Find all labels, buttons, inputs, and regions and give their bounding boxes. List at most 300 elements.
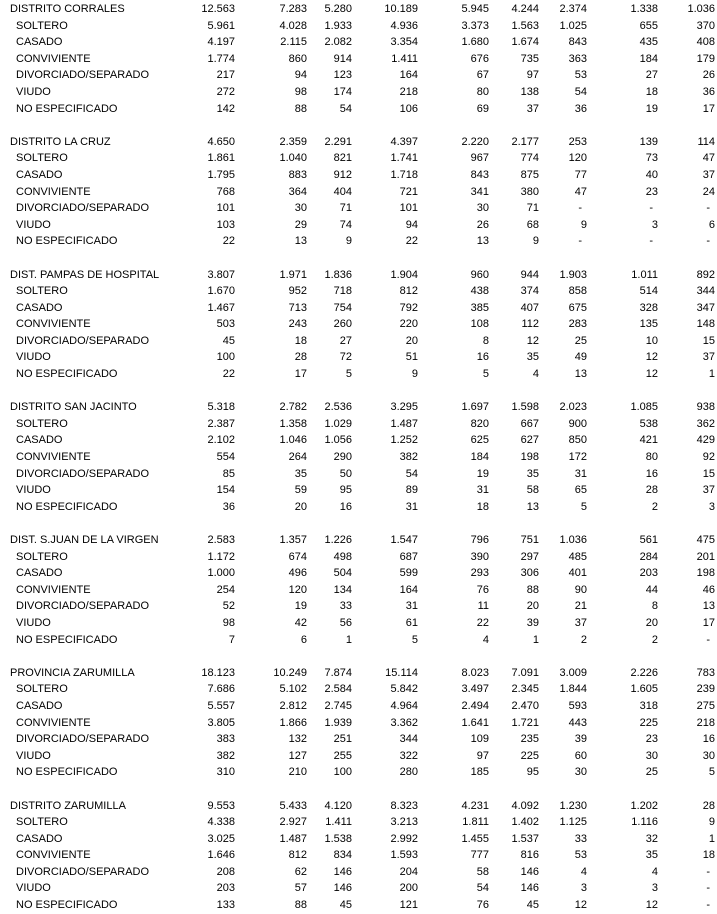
value-cell: 17 — [702, 102, 715, 115]
value-cell: 146 — [520, 865, 539, 878]
status-row — [10, 217, 715, 234]
value-cell: 4 — [532, 368, 539, 381]
value-cell: 76 — [476, 583, 489, 596]
value-cell: 1.125 — [559, 816, 587, 829]
value-cell: 36 — [222, 500, 235, 513]
value-cell: 475 — [696, 534, 715, 546]
value-cell: 4.936 — [390, 19, 418, 32]
value-cell: - — [706, 865, 710, 878]
status-row — [10, 466, 715, 483]
status-row — [10, 598, 715, 615]
value-cell: 30 — [476, 202, 489, 215]
value-cell: 1.116 — [631, 816, 658, 829]
value-cell: 538 — [639, 417, 658, 430]
status-row — [10, 748, 715, 765]
value-cell: 37 — [702, 168, 715, 181]
value-cell: 4.092 — [511, 799, 539, 812]
value-cell: 328 — [639, 301, 658, 314]
value-cell: 20 — [405, 334, 418, 347]
value-cell: 95 — [526, 766, 539, 779]
value-cell: 421 — [639, 434, 658, 447]
spacer-cell — [10, 781, 715, 798]
status-row — [10, 632, 715, 649]
district-label: DIST. PAMPAS DE HOSPITAL — [10, 268, 160, 281]
value-cell: 5.961 — [207, 19, 235, 32]
value-cell: 3.009 — [559, 666, 587, 679]
value-cell: 76 — [476, 899, 489, 912]
status-row — [10, 84, 715, 101]
value-cell: 74 — [339, 218, 352, 231]
status-row — [10, 482, 715, 499]
value-cell: 30 — [702, 749, 715, 762]
value-cell: 306 — [520, 567, 539, 580]
value-cell: 364 — [288, 185, 307, 198]
status-label: CASADO — [16, 699, 63, 712]
value-cell: 3.025 — [207, 832, 235, 845]
value-cell: 18 — [702, 849, 715, 862]
value-cell: 31 — [476, 484, 489, 497]
value-cell: 15.114 — [385, 666, 418, 679]
status-label: VIUDO — [16, 218, 51, 231]
value-cell: 900 — [568, 417, 587, 430]
value-cell: 2.583 — [207, 534, 235, 546]
value-cell: 9 — [708, 816, 715, 829]
status-label: CASADO — [16, 36, 63, 49]
value-cell: 243 — [288, 318, 307, 331]
value-cell: 3.213 — [390, 816, 418, 829]
value-cell: 1.741 — [390, 152, 418, 165]
value-cell: 18 — [645, 85, 658, 98]
value-cell: 101 — [399, 202, 418, 215]
value-cell: 71 — [526, 202, 539, 215]
value-cell: 9 — [345, 235, 352, 248]
value-cell: 1.903 — [559, 268, 587, 281]
value-cell: 1 — [345, 633, 352, 646]
value-cell: 768 — [216, 185, 235, 198]
value-cell: 254 — [216, 583, 235, 596]
value-cell: 62 — [294, 865, 307, 878]
status-row — [10, 681, 715, 698]
value-cell: 31 — [405, 600, 418, 613]
value-cell: 15 — [702, 334, 715, 347]
district-row — [10, 532, 715, 549]
value-cell: 37 — [526, 102, 539, 115]
value-cell: 146 — [520, 882, 539, 895]
value-cell: 174 — [333, 85, 352, 98]
value-cell: 783 — [696, 666, 715, 679]
district-row — [10, 798, 715, 815]
value-cell: 164 — [399, 69, 418, 82]
value-cell: 235 — [520, 733, 539, 746]
value-cell: 2.115 — [280, 36, 307, 49]
value-cell: 12 — [645, 351, 658, 364]
value-cell: 1.971 — [279, 268, 307, 281]
status-label: VIUDO — [16, 882, 51, 895]
value-cell: 892 — [696, 268, 715, 281]
value-cell: 103 — [216, 218, 235, 231]
spacer-cell — [10, 515, 715, 532]
value-cell: 561 — [639, 534, 658, 546]
value-cell: 1.467 — [207, 301, 235, 314]
value-cell: 217 — [216, 69, 235, 82]
value-cell: 1.358 — [279, 417, 307, 430]
value-cell: 54 — [339, 102, 352, 115]
marital-status-by-district-table — [10, 1, 715, 914]
status-row — [10, 184, 715, 201]
value-cell: 820 — [470, 417, 489, 430]
value-cell: 627 — [520, 434, 539, 447]
value-cell: 676 — [470, 52, 489, 65]
value-cell: 382 — [216, 749, 235, 762]
value-cell: 4.964 — [390, 699, 418, 712]
value-cell: 47 — [574, 185, 587, 198]
status-row — [10, 582, 715, 599]
value-cell: 53 — [574, 69, 587, 82]
status-label: DIVORCIADO/SEPARADO — [16, 733, 150, 746]
status-row — [10, 366, 715, 383]
value-cell: 1.487 — [279, 832, 307, 845]
value-cell: 504 — [333, 567, 352, 580]
status-label: SOLTERO — [16, 19, 68, 32]
status-label: SOLTERO — [16, 683, 68, 696]
value-cell: 1.036 — [559, 534, 587, 546]
status-label: CASADO — [16, 301, 63, 314]
value-cell: 2.536 — [324, 401, 352, 414]
value-cell: 952 — [288, 285, 307, 298]
spacer-cell — [10, 648, 715, 665]
district-label: DISTRITO ZARUMILLA — [10, 799, 126, 812]
value-cell: 98 — [222, 616, 235, 629]
value-cell: 11 — [477, 600, 489, 613]
status-label: CONVIVIENTE — [16, 318, 91, 331]
value-cell: 3.295 — [390, 401, 418, 414]
status-row — [10, 316, 715, 333]
value-cell: 69 — [476, 102, 489, 115]
status-row — [10, 814, 715, 831]
value-cell: 834 — [333, 849, 352, 862]
value-cell: 967 — [470, 152, 489, 165]
value-cell: 599 — [399, 567, 418, 580]
value-cell: 944 — [520, 268, 539, 281]
value-cell: 443 — [568, 716, 587, 729]
value-cell: 134 — [333, 583, 352, 596]
value-cell: 275 — [696, 699, 715, 712]
value-cell: 438 — [470, 285, 489, 298]
value-cell: 47 — [702, 152, 715, 165]
value-cell: 380 — [520, 185, 539, 198]
value-cell: 138 — [520, 85, 539, 98]
value-cell: 12 — [574, 899, 587, 912]
value-cell: 374 — [520, 285, 539, 298]
status-label: NO ESPECIFICADO — [16, 102, 118, 115]
value-cell: 24 — [702, 185, 715, 198]
value-cell: 2.220 — [461, 135, 489, 148]
value-cell: 72 — [339, 351, 352, 364]
value-cell: 5.102 — [279, 683, 307, 696]
value-cell: 58 — [526, 484, 539, 497]
value-cell: 94 — [405, 218, 418, 231]
value-cell: 5.318 — [207, 401, 235, 414]
status-label: CASADO — [16, 434, 63, 447]
value-cell: 45 — [526, 899, 539, 912]
value-cell: 1.000 — [207, 567, 235, 580]
value-cell: 1.029 — [324, 417, 352, 430]
value-cell: 1.487 — [390, 417, 418, 430]
value-cell: 255 — [333, 749, 352, 762]
value-cell: 3.805 — [207, 716, 235, 729]
value-cell: 1.202 — [630, 799, 658, 812]
value-cell: 2.291 — [324, 135, 352, 148]
value-cell: 792 — [399, 301, 418, 314]
value-cell: 485 — [568, 550, 587, 563]
value-cell: 496 — [288, 567, 307, 580]
value-cell: 17 — [702, 616, 715, 629]
value-cell: 1.680 — [461, 36, 489, 49]
value-cell: 20 — [294, 500, 307, 513]
value-cell: 12.563 — [201, 3, 235, 15]
value-cell: 514 — [639, 285, 658, 298]
value-cell: 61 — [405, 616, 418, 629]
value-cell: 341 — [470, 185, 489, 198]
value-cell: 32 — [645, 832, 658, 845]
value-cell: 7 — [228, 633, 235, 646]
value-cell: 203 — [216, 882, 235, 895]
status-row — [10, 349, 715, 366]
value-cell: 1.811 — [462, 816, 489, 829]
value-cell: 46 — [702, 583, 715, 596]
value-cell: 1.933 — [324, 19, 352, 32]
value-cell: 35 — [294, 467, 307, 480]
value-cell: 30 — [574, 766, 587, 779]
value-cell: 12 — [645, 899, 658, 912]
value-cell: 10 — [645, 334, 658, 347]
block-spacer — [10, 383, 715, 400]
status-row — [10, 831, 715, 848]
spacer-cell — [10, 250, 715, 267]
value-cell: 16 — [476, 351, 489, 364]
value-cell: 185 — [470, 766, 489, 779]
status-label: SOLTERO — [16, 550, 68, 563]
value-cell: 1.904 — [390, 268, 418, 281]
value-cell: 2.102 — [207, 434, 235, 447]
value-cell: 1 — [708, 368, 715, 381]
value-cell: 225 — [639, 716, 658, 729]
status-row — [10, 67, 715, 84]
value-cell: 8.023 — [461, 666, 489, 679]
value-cell: 1.011 — [631, 268, 658, 281]
value-cell: 106 — [399, 102, 418, 115]
value-cell: 98 — [294, 85, 307, 98]
value-cell: 208 — [216, 865, 235, 878]
value-cell: 18 — [294, 334, 307, 347]
value-cell: 2 — [580, 633, 587, 646]
value-cell: 184 — [470, 451, 489, 464]
value-cell: 6 — [708, 218, 715, 231]
value-cell: 655 — [639, 19, 658, 32]
value-cell: 290 — [333, 451, 352, 464]
value-cell: 13 — [476, 235, 489, 248]
status-row — [10, 101, 715, 118]
value-cell: 146 — [333, 882, 352, 895]
block-spacer — [10, 250, 715, 267]
value-cell: 139 — [639, 135, 658, 148]
district-row — [10, 399, 715, 416]
value-cell: 1.547 — [390, 534, 418, 546]
value-cell: 239 — [696, 683, 715, 696]
value-cell: 12 — [645, 368, 658, 381]
value-cell: 39 — [526, 616, 539, 629]
value-cell: 383 — [216, 733, 235, 746]
status-row — [10, 167, 715, 184]
value-cell: 8 — [482, 334, 489, 347]
value-cell: 25 — [574, 334, 587, 347]
value-cell: - — [706, 633, 710, 646]
status-row — [10, 283, 715, 300]
value-cell: 1.866 — [279, 716, 307, 729]
value-cell: 179 — [696, 52, 715, 65]
value-cell: 3.354 — [390, 36, 418, 49]
value-cell: 1 — [708, 832, 715, 845]
value-cell: 2 — [651, 500, 658, 513]
value-cell: - — [706, 235, 710, 248]
value-cell: 3 — [580, 882, 587, 895]
value-cell: 225 — [520, 749, 539, 762]
value-cell: 204 — [399, 865, 418, 878]
value-cell: 554 — [216, 451, 235, 464]
value-cell: 52 — [222, 600, 235, 613]
value-cell: 883 — [288, 168, 307, 181]
status-row — [10, 847, 715, 864]
value-cell: 35 — [526, 351, 539, 364]
district-row — [10, 665, 715, 682]
district-row — [10, 134, 715, 151]
value-cell: 37 — [702, 351, 715, 364]
value-cell: - — [578, 235, 582, 248]
value-cell: 108 — [470, 318, 489, 331]
status-row — [10, 615, 715, 632]
status-label: VIUDO — [16, 351, 51, 364]
value-cell: 875 — [520, 168, 539, 181]
value-cell: 210 — [288, 766, 307, 779]
value-cell: 77 — [574, 168, 587, 181]
value-cell: 297 — [520, 550, 539, 563]
value-cell: 27 — [339, 334, 352, 347]
value-cell: 120 — [568, 152, 587, 165]
value-cell: 49 — [574, 351, 587, 364]
value-cell: 1.697 — [461, 401, 489, 414]
value-cell: 843 — [470, 168, 489, 181]
value-cell: 135 — [639, 318, 658, 331]
value-cell: 21 — [574, 600, 587, 613]
value-cell: - — [706, 202, 710, 215]
value-cell: 8 — [651, 600, 658, 613]
value-cell: 435 — [639, 36, 658, 49]
status-row — [10, 432, 715, 449]
value-cell: 4.197 — [207, 36, 235, 49]
value-cell: 13 — [702, 600, 715, 613]
value-cell: 40 — [645, 168, 658, 181]
value-cell: 816 — [520, 849, 539, 862]
value-cell: 100 — [333, 766, 352, 779]
value-cell: 7.091 — [511, 666, 539, 679]
value-cell: 94 — [294, 69, 307, 82]
value-cell: 53 — [574, 849, 587, 862]
value-cell: 4.338 — [207, 816, 235, 829]
value-cell: 253 — [568, 135, 587, 148]
value-cell: 12 — [526, 334, 539, 347]
value-cell: 363 — [568, 52, 587, 65]
value-cell: 10.249 — [273, 666, 307, 679]
value-cell: 821 — [333, 152, 352, 165]
value-cell: 26 — [476, 218, 489, 231]
value-cell: 5.433 — [279, 799, 307, 812]
value-cell: 9 — [411, 368, 418, 381]
value-cell: 5 — [411, 633, 418, 646]
value-cell: 850 — [568, 434, 587, 447]
value-cell: 5 — [708, 766, 715, 779]
value-cell: 120 — [288, 583, 307, 596]
value-cell: 1.046 — [279, 434, 307, 447]
value-cell: 1.670 — [207, 285, 235, 298]
value-cell: 260 — [333, 318, 352, 331]
value-cell: 1.455 — [461, 832, 489, 845]
status-label: VIUDO — [16, 749, 51, 762]
value-cell: 408 — [696, 36, 715, 49]
value-cell: 3.497 — [461, 683, 489, 696]
status-label: SOLTERO — [16, 285, 68, 298]
value-cell: 2.470 — [511, 699, 539, 712]
status-row — [10, 449, 715, 466]
value-cell: 7.874 — [324, 666, 352, 679]
spacer-cell — [10, 383, 715, 400]
value-cell: 101 — [216, 202, 235, 215]
value-cell: 148 — [696, 318, 715, 331]
value-cell: 4.231 — [461, 799, 489, 812]
value-cell: 36 — [574, 102, 587, 115]
status-label: CASADO — [16, 832, 63, 845]
value-cell: 36 — [702, 85, 715, 98]
value-cell: 6 — [300, 633, 307, 646]
value-cell: 1.537 — [511, 832, 539, 845]
value-cell: 404 — [333, 185, 352, 198]
value-cell: 121 — [399, 899, 418, 912]
value-cell: 1.252 — [390, 434, 418, 447]
value-cell: 85 — [222, 467, 235, 480]
value-cell: 264 — [288, 451, 307, 464]
value-cell: 1.593 — [390, 849, 418, 862]
value-cell: 80 — [645, 451, 658, 464]
value-cell: 390 — [470, 550, 489, 563]
value-cell: 198 — [520, 451, 539, 464]
value-cell: 133 — [216, 899, 235, 912]
value-cell: 27 — [645, 69, 658, 82]
value-cell: 198 — [696, 567, 715, 580]
value-cell: 4.650 — [207, 135, 235, 148]
status-label: DIVORCIADO/SEPARADO — [16, 69, 150, 82]
value-cell: 2.226 — [630, 666, 658, 679]
value-cell: 938 — [696, 401, 715, 414]
spacer-cell — [10, 117, 715, 134]
value-cell: 503 — [216, 318, 235, 331]
value-cell: 33 — [339, 600, 352, 613]
status-row — [10, 864, 715, 881]
district-label: PROVINCIA ZARUMILLA — [10, 666, 135, 679]
value-cell: 28 — [294, 351, 307, 364]
status-label: SOLTERO — [16, 152, 68, 165]
district-row — [10, 267, 715, 284]
value-cell: 97 — [526, 69, 539, 82]
value-cell: 89 — [405, 484, 418, 497]
